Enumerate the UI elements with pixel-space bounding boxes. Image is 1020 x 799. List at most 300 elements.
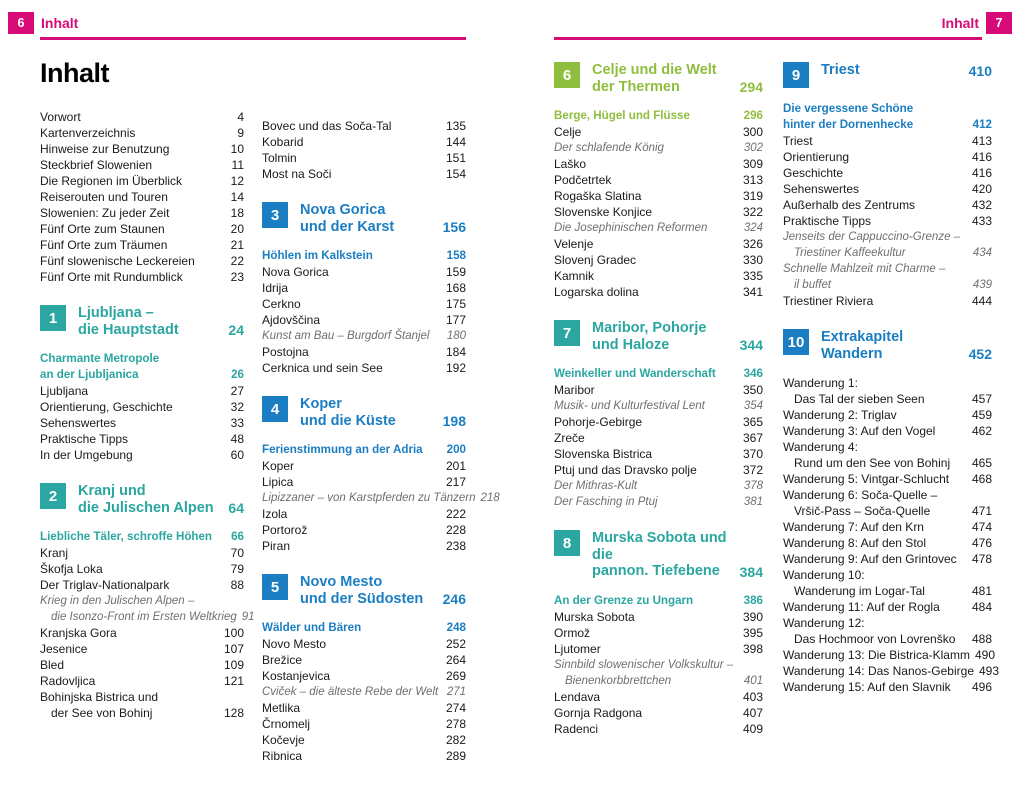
toc-entry (554, 172, 763, 188)
toc-entry (554, 641, 763, 657)
toc-feature-entry (554, 398, 763, 414)
entry-line (554, 593, 763, 609)
entry-text: Wanderung 10: (783, 568, 865, 582)
entry-page-number: 175 (445, 297, 466, 311)
toc-entry-list (40, 529, 255, 721)
entry-page-number: 26 (231, 368, 244, 381)
toc-subheading (554, 366, 763, 382)
entry-page-number: 416 (971, 150, 992, 164)
toc-entry (783, 519, 992, 535)
chapter-heading-body (821, 62, 992, 79)
toc-entry (783, 375, 992, 407)
entry-line (40, 141, 244, 157)
entry-page-number: 274 (445, 701, 466, 715)
entry-text: Metlika (262, 701, 301, 715)
toc-entry (262, 538, 466, 554)
entry-page-number: 468 (971, 472, 992, 486)
entry-page-number: 420 (971, 182, 992, 196)
entry-text: Krieg in den Julischen Alpen – (40, 595, 195, 607)
entry-page-number: 324 (743, 222, 763, 234)
toc-entry (262, 118, 466, 134)
entry-line (783, 535, 992, 551)
entry-line (40, 593, 244, 609)
toc-entry (262, 732, 466, 748)
toc-entry (262, 506, 466, 522)
entry-text: Jesenice (40, 642, 88, 656)
toc-entry (40, 383, 244, 399)
toc-entry-list (262, 248, 466, 376)
entry-page-number: 282 (445, 733, 466, 747)
entry-text: Triestiner Kaffeekultur (794, 247, 906, 259)
entry-line (262, 474, 466, 490)
chapter-title: Maribor, Pohorje und Haloze (592, 320, 707, 353)
toc-feature-entry (262, 684, 466, 700)
entry-line (40, 447, 244, 463)
entry-text: Höhlen im Kalkstein (262, 249, 373, 262)
chapter-heading (783, 62, 992, 88)
entry-line (40, 399, 244, 415)
entry-line (783, 423, 992, 439)
entry-page-number: 309 (742, 157, 763, 171)
entry-text: Weinkeller und Wanderschaft (554, 367, 716, 380)
toc-entry-list (783, 101, 992, 309)
entry-page-number: 289 (445, 749, 466, 763)
running-head-right: Inhalt (941, 15, 979, 31)
toc-subheading (40, 529, 244, 545)
entry-text: Brežice (262, 653, 303, 667)
entry-page-number: 192 (445, 361, 466, 375)
entry-text: Wanderung 4: (783, 440, 858, 454)
entry-line (783, 583, 992, 599)
chapter-heading-body (300, 574, 466, 607)
chapter-title: Celje und die Welt der Thermen (592, 62, 717, 95)
entry-line (554, 284, 763, 300)
entry-page-number: 381 (743, 496, 763, 508)
entry-line (40, 609, 255, 625)
toc-entry (40, 205, 244, 221)
entry-page-number: 401 (743, 674, 763, 687)
toc-entry (554, 284, 763, 300)
entry-line (40, 253, 244, 269)
entry-page-number: 100 (223, 626, 244, 640)
entry-text: Cerkno (262, 297, 301, 311)
chapter-heading-body (78, 483, 244, 516)
entry-line (262, 716, 466, 732)
entry-text: Der Fasching in Ptuj (554, 496, 658, 508)
entry-line (783, 599, 992, 615)
entry-line (262, 296, 466, 312)
entry-text: Slovenske Konjice (554, 205, 653, 219)
entry-text: Kostanjevica (262, 669, 331, 683)
running-head-left: Inhalt (41, 15, 79, 31)
toc-entry-list (40, 351, 244, 463)
entry-text: der See von Bohinj (51, 706, 153, 720)
entry-text: Jenseits der Cappuccino-Grenze – (783, 231, 961, 243)
toc-entry (262, 716, 466, 732)
entry-line (783, 663, 1000, 679)
toc-entry (40, 641, 244, 657)
entry-text: Novo Mesto (262, 637, 327, 651)
entry-line (554, 641, 763, 657)
chapter-number-box: 5 (262, 574, 288, 600)
entry-page-number: 403 (742, 689, 763, 704)
chapter-heading-body (300, 202, 466, 235)
toc-entry (262, 474, 466, 490)
entry-line (262, 522, 466, 538)
toc-entry (783, 679, 992, 695)
entry-text: Bohinjska Bistrica und (40, 690, 159, 704)
entry-line (554, 366, 763, 382)
toc-entry-list (262, 442, 500, 554)
toc-entry (554, 204, 763, 220)
entry-page-number: 10 (230, 142, 244, 156)
chapter-heading (40, 305, 244, 338)
entry-text: Slowenien: Zu jeder Zeit (40, 206, 170, 220)
entry-line (783, 439, 992, 455)
entry-page-number: 413 (971, 134, 992, 148)
entry-page-number: 398 (742, 641, 763, 656)
entry-text: Bovec und das Soča-Tal (262, 119, 392, 133)
toc-entry (783, 535, 992, 551)
entry-page-number: 335 (742, 269, 763, 283)
entry-page-number: 79 (230, 562, 244, 576)
entry-line (554, 657, 763, 673)
toc-entry (783, 181, 992, 197)
toc-entry (554, 236, 763, 252)
toc-entry (262, 636, 466, 652)
entry-page-number: 154 (445, 167, 466, 181)
entry-page-number: 228 (445, 523, 466, 537)
entry-text: die Isonzo-Front im Ersten Weltkrieg (51, 611, 237, 623)
entry-text: Reiserouten und Touren (40, 190, 168, 204)
entry-text: Wanderung 15: Auf den Slavnik (783, 680, 951, 694)
toc-entry (40, 689, 244, 721)
entry-line (40, 237, 244, 253)
toc-entry (262, 280, 466, 296)
entry-line (783, 455, 992, 471)
toc-feature-entry (554, 494, 763, 510)
chapter-heading (40, 483, 244, 516)
toc-entry (554, 609, 763, 625)
chapter-title: Extrakapitel Wandern (821, 329, 904, 362)
entry-line (262, 506, 466, 522)
entry-page-number: 121 (223, 674, 244, 688)
entry-line (783, 679, 992, 695)
toc-entry (40, 157, 244, 173)
toc-entry (40, 237, 244, 253)
entry-line (783, 229, 992, 245)
entry-line (40, 157, 244, 173)
toc-column (40, 56, 255, 799)
entry-line (783, 181, 992, 197)
entry-line (40, 125, 244, 141)
chapter-heading-body (592, 62, 763, 95)
entry-page-number: 471 (971, 504, 992, 518)
entry-line (262, 700, 466, 716)
entry-text: An der Grenze zu Ungarn (554, 593, 694, 607)
entry-page-number: 474 (971, 520, 992, 534)
entry-page-number: 177 (445, 313, 466, 327)
entry-line (783, 213, 992, 229)
entry-text: an der Ljubljanica (40, 368, 139, 381)
entry-text: hinter der Dornenhecke (783, 118, 914, 131)
entry-line (262, 538, 466, 554)
entry-line (554, 382, 763, 398)
chapter-number-box: 1 (40, 305, 66, 331)
entry-line (40, 189, 244, 205)
toc-entry (262, 344, 466, 360)
entry-text: Ljubljana (40, 384, 89, 398)
chapter-number-box: 6 (554, 62, 580, 88)
entry-line (40, 689, 244, 705)
toc-entry (783, 663, 1000, 679)
entry-line (40, 529, 244, 545)
entry-line (262, 458, 466, 474)
toc-feature-entry (783, 229, 992, 261)
entry-page-number: 407 (742, 705, 763, 720)
toc-entry (40, 673, 244, 689)
entry-line (554, 252, 763, 268)
entry-text: Berge, Hügel und Flüsse (554, 109, 690, 122)
entry-text: Der Triglav-Nationalpark (40, 578, 170, 592)
toc-column (783, 56, 1000, 799)
entry-line (554, 673, 763, 689)
toc-entry (554, 382, 763, 398)
entry-text: Cerknica und sein See (262, 361, 383, 375)
toc-entry (783, 439, 992, 471)
entry-page-number: 70 (230, 546, 244, 560)
toc-feature-entry (554, 220, 763, 236)
entry-text: Fünf Orte zum Staunen (40, 222, 165, 236)
toc-entry (262, 150, 466, 166)
entry-page-number: 390 (742, 609, 763, 624)
page-number-badge-left: 6 (8, 12, 34, 34)
chapter-number-box: 7 (554, 320, 580, 346)
entry-page-number: 27 (230, 384, 244, 398)
entry-text: Fünf Orte zum Träumen (40, 238, 168, 252)
entry-text: Slovenska Bistrica (554, 447, 653, 461)
entry-page-number: 370 (742, 447, 763, 461)
entry-text: Nova Gorica (262, 265, 329, 279)
chapter-heading-body (592, 320, 763, 353)
entry-page-number: 326 (742, 237, 763, 251)
entry-line (554, 140, 763, 156)
entry-text: Außerhalb des Zentrums (783, 198, 916, 212)
entry-line (783, 149, 992, 165)
toc-entry-list (554, 593, 763, 737)
toc-subheading (554, 108, 763, 124)
entry-text: Ferienstimmung an der Adria (262, 443, 423, 456)
entry-text: Praktische Tipps (40, 432, 129, 446)
toc-entry (262, 296, 466, 312)
entry-page-number: 496 (971, 680, 992, 694)
entry-line (783, 487, 992, 503)
entry-page-number: 278 (445, 717, 466, 731)
entry-page-number: 434 (972, 247, 992, 259)
entry-page-number: 33 (230, 416, 244, 430)
chapter-heading (554, 530, 763, 580)
chapter-number-box: 10 (783, 329, 809, 355)
entry-line (40, 367, 244, 383)
chapter-heading-body (78, 305, 244, 338)
entry-line (262, 280, 466, 296)
entry-page-number: 465 (971, 456, 992, 470)
entry-text: Der Mithras-Kult (554, 480, 638, 492)
entry-page-number: 341 (742, 285, 763, 299)
entry-page-number: 367 (742, 431, 763, 445)
entry-text: Most na Soči (262, 167, 332, 181)
entry-text: Fünf slowenische Leckereien (40, 254, 195, 268)
entry-page-number: 462 (971, 424, 992, 438)
entry-page-number: 11 (231, 158, 244, 172)
entry-text: Maribor (554, 383, 595, 397)
entry-text: Radenci (554, 721, 599, 736)
entry-text: Sinnbild slowenischer Volkskultur – (554, 658, 734, 671)
toc-entry (554, 625, 763, 641)
entry-page-number: 66 (231, 530, 244, 543)
entry-text: Celje (554, 125, 582, 139)
entry-line (783, 261, 992, 277)
entry-page-number: 354 (743, 400, 763, 412)
toc-entry (40, 577, 244, 593)
entry-page-number: 493 (979, 664, 1000, 678)
entry-line (554, 204, 763, 220)
entry-line (554, 236, 763, 252)
entry-line (554, 124, 763, 140)
toc-entry (783, 133, 992, 149)
entry-line (262, 328, 466, 344)
entry-text: Črnomelj (262, 717, 311, 731)
chapter-title: Nova Gorica und der Karst (300, 202, 395, 235)
entry-text: Kranjska Gora (40, 626, 117, 640)
entry-page-number: 252 (445, 637, 466, 651)
toc-subheading (262, 248, 466, 264)
entry-page-number: 109 (223, 658, 244, 672)
toc-entry (783, 165, 992, 181)
toc-entry (554, 689, 763, 705)
chapter-heading (554, 62, 763, 95)
entry-line (554, 188, 763, 204)
entry-text: Pohorje-Gebirge (554, 415, 643, 429)
toc-entry (783, 487, 992, 519)
toc-entry (262, 458, 466, 474)
entry-text: Koper (262, 459, 295, 473)
entry-line (40, 205, 244, 221)
toc-entry (40, 447, 244, 463)
entry-line (40, 561, 244, 577)
entry-line (783, 197, 992, 213)
entry-page-number: 22 (230, 254, 244, 268)
toc-entry (554, 430, 763, 446)
entry-text: Ajdovščina (262, 313, 321, 327)
entry-line (40, 641, 244, 657)
entry-page-number: 481 (971, 584, 992, 598)
entry-line (262, 442, 466, 458)
entry-page-number: 350 (742, 383, 763, 397)
entry-page-number: 484 (971, 600, 992, 614)
chapter-heading (262, 202, 466, 235)
entry-page-number: 135 (445, 119, 466, 133)
entry-text: Radovljica (40, 674, 96, 688)
toc-feature-entry (783, 261, 992, 293)
chapter-heading-body (592, 530, 763, 580)
entry-line (262, 490, 500, 506)
entry-text: Triestiner Riviera (783, 294, 874, 308)
entry-text: Kranj (40, 546, 69, 560)
toc-column (554, 56, 763, 799)
entry-text: Portorož (262, 523, 308, 537)
toc-entry-list (262, 620, 466, 764)
toc-entry (783, 599, 992, 615)
entry-text: Hinweise zur Benutzung (40, 142, 170, 156)
entry-line (262, 166, 466, 182)
entry-page-number: 478 (971, 552, 992, 566)
entry-line (40, 351, 244, 367)
entry-text: Rogaška Slatina (554, 189, 642, 203)
toc-entry (262, 134, 466, 150)
toc-entry (40, 221, 244, 237)
chapter-page-number: 344 (739, 337, 763, 353)
toc-entry (262, 700, 466, 716)
entry-page-number: 159 (445, 265, 466, 279)
toc-entry (783, 551, 992, 567)
entry-page-number: 32 (230, 400, 244, 414)
entry-line (554, 721, 763, 737)
entry-text: Wanderung 3: Auf den Vogel (783, 424, 936, 438)
entry-line (262, 684, 466, 700)
entry-line (40, 657, 244, 673)
entry-text: Der schlafende König (554, 142, 664, 154)
toc-feature-entry (554, 140, 763, 156)
entry-line (262, 312, 466, 328)
entry-line (262, 360, 466, 376)
entry-page-number: 319 (742, 189, 763, 203)
entry-page-number: 218 (480, 492, 500, 504)
entry-page-number: 395 (742, 625, 763, 640)
toc-feature-entry (554, 478, 763, 494)
toc-entry (40, 625, 244, 641)
chapter-title: Murska Sobota und die pannon. Tiefebene (592, 530, 727, 579)
toc-feature-entry (554, 657, 763, 689)
entry-text: Ribnica (262, 749, 303, 763)
entry-text: In der Umgebung (40, 448, 133, 462)
toc-entry-list (262, 118, 466, 182)
entry-line (783, 293, 992, 309)
entry-page-number: 9 (237, 126, 244, 140)
entry-page-number: 459 (971, 408, 992, 422)
entry-page-number: 457 (971, 392, 992, 406)
toc-entry (40, 561, 244, 577)
entry-text: Praktische Tipps (783, 214, 872, 228)
entry-line (262, 344, 466, 360)
entry-page-number: 412 (972, 118, 992, 131)
entry-text: Logarska dolina (554, 285, 639, 299)
entry-text: Steckbrief Slowenien (40, 158, 153, 172)
chapter-number-box: 3 (262, 202, 288, 228)
entry-text: Triest (783, 134, 813, 148)
entry-page-number: 91 (241, 611, 255, 623)
chapter-heading-body (300, 396, 466, 429)
entry-text: Musik- und Kulturfestival Lent (554, 400, 705, 412)
entry-line (40, 705, 244, 721)
toc-entry (554, 156, 763, 172)
entry-line (783, 519, 992, 535)
entry-line (783, 277, 992, 293)
toc-entry (40, 657, 244, 673)
entry-text: Das Tal der sieben Seen (794, 392, 925, 406)
page-number-badge-right: 7 (986, 12, 1012, 34)
entry-text: Kobarid (262, 135, 304, 149)
